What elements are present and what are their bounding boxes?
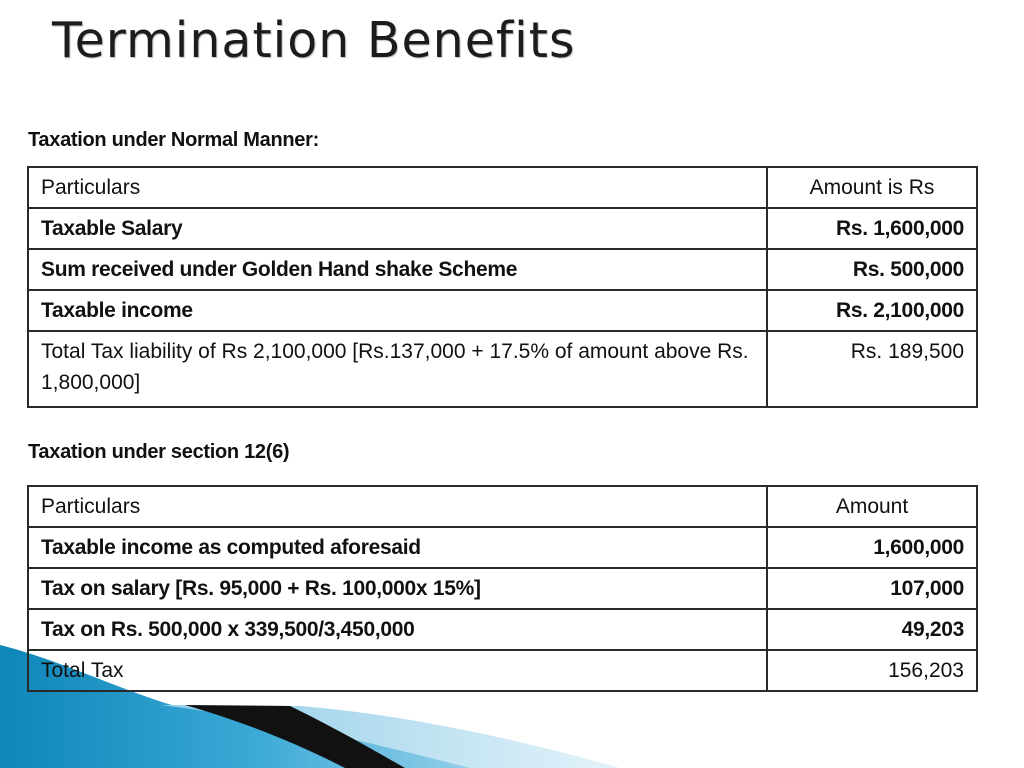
table-row	[28, 331, 977, 407]
row-particulars: Sum received under Golden Hand shake Scheme	[28, 249, 767, 290]
column-header-amount: Amount is Rs	[767, 167, 977, 208]
row-amount: 107,000	[767, 568, 977, 609]
normal-taxation-table	[27, 166, 978, 408]
table-row	[28, 568, 977, 609]
table-row	[28, 527, 977, 568]
row-amount: Rs. 1,600,000	[767, 208, 977, 249]
slide-title: Termination Benefits	[52, 12, 576, 69]
row-amount: 1,600,000	[767, 527, 977, 568]
row-amount: Rs. 500,000	[767, 249, 977, 290]
table-row	[28, 290, 977, 331]
row-particulars: Tax on salary [Rs. 95,000 + Rs. 100,000x 15%]	[28, 568, 767, 609]
row-amount: Rs. 2,100,000	[767, 290, 977, 331]
row-particulars: Taxable income as computed aforesaid	[28, 527, 767, 568]
row-particulars: Tax on Rs. 500,000 x 339,500/3,450,000	[28, 609, 767, 650]
table-header-row	[28, 167, 977, 208]
row-amount: 49,203	[767, 609, 977, 650]
normal-taxation-heading: Taxation under Normal Manner:	[28, 129, 319, 151]
row-particulars: Total Tax liability of Rs 2,100,000 [Rs.137,000 + 17.5% of amount above Rs. 1,800,000]	[28, 331, 767, 407]
table-header-row	[28, 486, 977, 527]
table-row	[28, 208, 977, 249]
row-amount: Rs. 189,500	[767, 331, 977, 407]
table-row	[28, 249, 977, 290]
row-particulars: Total Tax	[28, 650, 767, 691]
table-row	[28, 650, 977, 691]
row-amount: 156,203	[767, 650, 977, 691]
row-particulars: Taxable Salary	[28, 208, 767, 249]
section-taxation-heading: Taxation under section 12(6)	[28, 441, 290, 463]
column-header-particulars: Particulars	[28, 167, 767, 208]
table-row	[28, 609, 977, 650]
column-header-amount: Amount	[767, 486, 977, 527]
row-particulars: Taxable income	[28, 290, 767, 331]
section-taxation-table	[27, 485, 978, 692]
column-header-particulars: Particulars	[28, 486, 767, 527]
